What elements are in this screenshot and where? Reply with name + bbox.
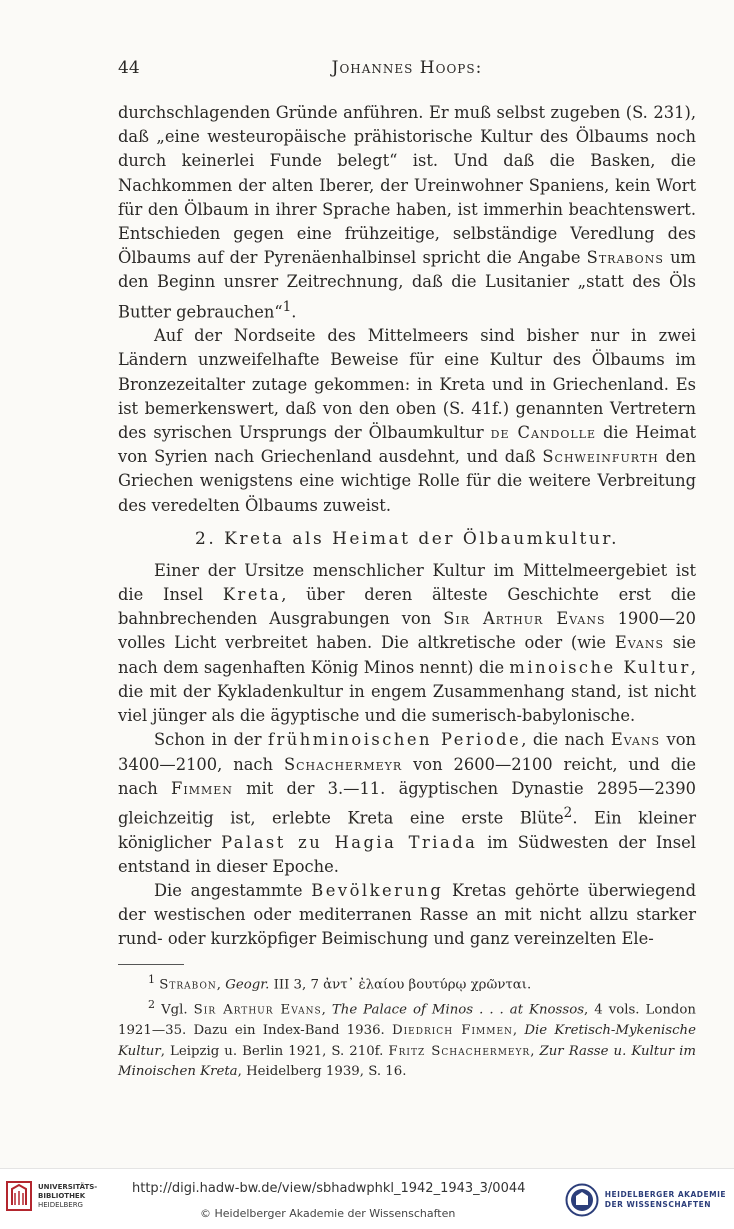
paragraph-2: Auf der Nordseite des Mittelmeers sind bisher nur in zwei Ländern unzweifelhafte Beweise für eine Kultur des Ölbaums im Bronzezeitalter zutage gekommen: in Kreta und in Griechenland. Es ist bemerkenswert, daß von den oben (S. 41f.) genannten Vertretern des syrischen Ursprungs der Ölbaumkultur de Candolle die Heimat von Syrien nach Griechenland ausdehnt, und daß Schweinfurth den Griechen wenigstens eine wichtige Rolle für die weitere Verbreitung des veredelten Ölbaums zuweist.	[118, 326, 697, 515]
paragraph-1: durchschlagenden Gründe anführen. Er muß selbst zugeben (S. 231), daß „eine westeuropäische prähistorische Kultur des Ölbaums noch durch keinerlei Funde belegt“ ist. Und daß die Basken, die Nachkommen der alten Iberer, der Ureinwohner Spaniens, kein Wort für den Ölbaum in ihrer Sprache haben, ist immerhin beachtenswert. Entschieden gegen eine frühzeitige, selbständige Veredlung des Ölbaums auf der Pyrenäenhalbinsel spricht die Angabe Strabons um den Beginn unsrer Zeitrechnung, daß die Lusitanier „statt des Öls Butter gebrauchen“$^1$.	[118, 103, 696, 322]
paragraph-4: Schon in der frühminoischen Periode, die nach Evans von 3400—2100, nach Schachermeyr von 2600—2100 reicht, und die nach Fimmen mit der 3.—11. ägyptischen Dynastie 2895—2390 gleichzeitig ist, erlebte Kreta eine erste Blüte$^2$. Ein kleiner königlicher Palast zu Hagia Triada im Südwesten der Insel entstand in dieser Epoche.	[118, 730, 696, 876]
author-name: Strabon	[159, 976, 217, 992]
paragraph-5: Die angestammte Bevölkerung Kretas gehörte überwiegend der westischen oder mediterranen Rasse an mit nicht allzu starker rund- oder kurzköpfiger Beimischung und ganz vereinzelten Ele-	[118, 880, 696, 949]
academy-seal-icon	[565, 1183, 599, 1217]
footnote-1: $^1$ Strabon, Geogr. III 3, 7 ἀντ᾽ ἐλαίου βουτύρῳ χρῶνται.	[148, 972, 532, 992]
author-name: Fimmen	[171, 778, 233, 798]
author-name: Schweinfurth	[542, 447, 659, 467]
author-name: Strabons	[586, 248, 664, 268]
spaced-term: Bevölkerung	[311, 880, 444, 900]
work-title: Zur Rasse u. Kultur im Minoischen Kreta	[118, 1043, 696, 1080]
page-header	[118, 58, 696, 82]
author-name: Fritz Schachermeyr	[388, 1043, 531, 1059]
author-name: Sir Arthur Evans	[193, 1002, 322, 1018]
spaced-term: minoische Kultur	[509, 657, 691, 677]
digitization-footer	[0, 1168, 734, 1229]
academy-name: HEIDELBERGER AKADEMIE DER WISSENSCHAFTEN	[604, 1190, 726, 1209]
author-name: de Candolle	[490, 423, 597, 443]
author-name: Diedrich Fimmen	[391, 1023, 513, 1039]
footnote-number: 2	[148, 998, 156, 1012]
author-name: Schachermeyr	[283, 754, 403, 774]
work-title: Geogr.	[225, 976, 270, 992]
footnote-divider	[118, 964, 184, 965]
library-emblem-icon	[6, 1181, 32, 1211]
spaced-term: Palast zu Hagia Triada	[221, 832, 478, 852]
university-library-logo[interactable]	[6, 1181, 97, 1211]
footnote-ref-1[interactable]: 1	[282, 298, 292, 315]
work-title: The Palace of Minos . . . at Knossos	[331, 1002, 585, 1018]
footnote-ref-2[interactable]: 2	[563, 804, 573, 821]
author-name: Evans	[610, 730, 661, 750]
footnote-2: $^2$ Vgl. Sir Arthur Evans, The Palace of Minos . . . at Knossos, 4 vols. London 1921—35. Dazu ein Index-Band 1936. Diedrich Fimmen, Die Kretisch-Mykenische Kultur, Leipzig u. Berlin 1921, S. 210f. Fritz Schachermeyr, Zur Rasse u. Kultur im Minoischen Kreta, Heidelberg 1939, S. 16.	[118, 998, 696, 1080]
author-name: Sir Arthur Evans	[443, 609, 606, 629]
footnote-number: 1	[148, 972, 156, 986]
page-number: 44	[118, 58, 140, 78]
author-name: Evans	[614, 633, 665, 653]
page-body	[118, 101, 696, 1082]
copyright-notice: © Heidelberger Akademie der Wissenschaften	[200, 1207, 456, 1220]
running-head: Johannes Hoops:	[331, 58, 483, 78]
footnotes	[118, 970, 696, 1083]
permalink-url[interactable]: http://digi.hadw-bw.de/view/sbhadwphkl_1942_1943_3/0044	[132, 1181, 526, 1196]
academy-logo[interactable]	[565, 1183, 726, 1217]
spaced-term: Kreta	[222, 585, 282, 605]
spaced-term: frühminoischen Periode	[268, 730, 522, 750]
section-heading: 2. Kreta als Heimat der Ölbaumkultur.	[195, 528, 619, 549]
library-name: UNIVERSITÄTS- BIBLIOTHEK HEIDELBERG	[38, 1182, 98, 1209]
paragraph-3: Einer der Ursitze menschlicher Kultur im Mittelmeergebiet ist die Insel Kreta, über deren älteste Geschichte erst die bahnbrechenden Ausgrabungen von Sir Arthur Evans 1900—20 volles Licht verbreitet haben. Die altkretische oder (wie Evans sie nach dem sagenhaften König Minos nennt) die minoische Kultur, die mit der Kykladenkultur in engem Zusammenhang stand, ist nicht viel jünger als die ägyptische und die sumerisch-babylonische.	[118, 560, 697, 726]
work-title: Die Kretisch-Mykenische Kultur	[118, 1023, 696, 1059]
